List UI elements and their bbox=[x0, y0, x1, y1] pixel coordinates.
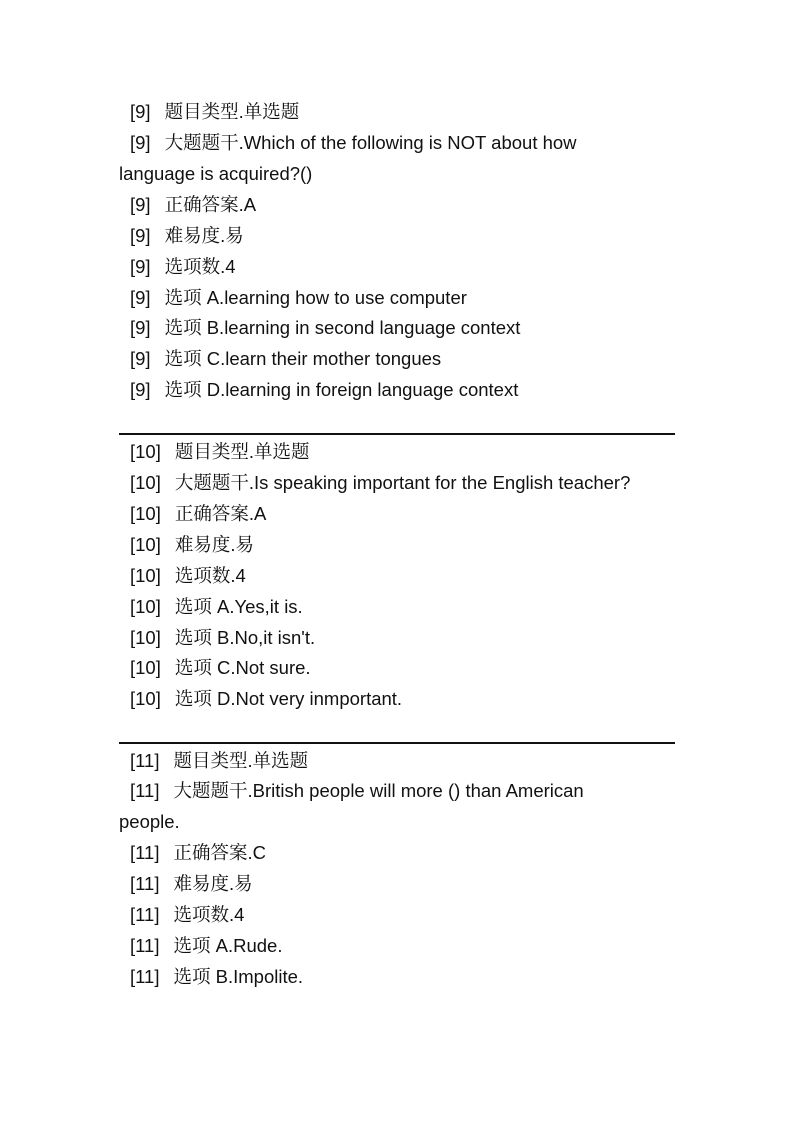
q9-type: 题目类型.单选题 bbox=[164, 101, 300, 122]
q10-option-c: 选项 C.Not sure. bbox=[174, 657, 311, 678]
q11-tag: [11] bbox=[130, 842, 160, 863]
q11-type-line bbox=[130, 749, 308, 773]
q10-difficulty: 难易度.易 bbox=[174, 534, 254, 555]
q11-tag: [11] bbox=[130, 750, 160, 771]
q10-tag: [10] bbox=[130, 596, 161, 617]
q10-option-count: 选项数.4 bbox=[174, 565, 246, 586]
q10-tag: [10] bbox=[130, 534, 161, 555]
q11-difficulty: 难易度.易 bbox=[173, 873, 253, 894]
q11-option-a-line bbox=[130, 934, 282, 958]
q9-answer-line bbox=[130, 193, 256, 217]
q10-tag: [10] bbox=[130, 565, 161, 586]
q11-option-b-line bbox=[130, 965, 303, 989]
section-divider bbox=[119, 433, 675, 435]
q10-type-line bbox=[130, 440, 310, 464]
q9-option-a-line bbox=[130, 286, 467, 310]
q10-tag: [10] bbox=[130, 657, 161, 678]
q9-tag: [9] bbox=[130, 256, 151, 277]
q10-option-c-line bbox=[130, 656, 311, 680]
q9-type-line bbox=[130, 100, 299, 124]
q10-option-d: 选项 D.Not very inmportant. bbox=[174, 688, 403, 709]
q11-stem: 大题题干.British people will more () than American bbox=[173, 780, 584, 801]
q9-tag: [9] bbox=[130, 379, 151, 400]
q10-stem: 大题题干.Is speaking important for the English teacher? bbox=[174, 472, 631, 493]
q9-tag: [9] bbox=[130, 101, 151, 122]
q9-difficulty-line bbox=[130, 224, 244, 248]
q10-answer: 正确答案.A bbox=[174, 503, 267, 524]
section-divider bbox=[119, 742, 675, 744]
q11-tag: [11] bbox=[130, 873, 160, 894]
q9-stem-continuation: language is acquired?() bbox=[119, 163, 313, 184]
q11-option-count-line bbox=[130, 903, 244, 927]
q9-tag: [9] bbox=[130, 225, 151, 246]
q11-option-a: 选项 A.Rude. bbox=[173, 935, 283, 956]
q9-stem: 大题题干.Which of the following is NOT about how bbox=[164, 132, 577, 153]
q11-option-count: 选项数.4 bbox=[173, 904, 245, 925]
q10-tag: [10] bbox=[130, 688, 161, 709]
q10-tag: [10] bbox=[130, 627, 161, 648]
q9-tag: [9] bbox=[130, 348, 151, 369]
q9-tag: [9] bbox=[130, 132, 151, 153]
q9-difficulty: 难易度.易 bbox=[164, 225, 244, 246]
q9-option-d-line bbox=[130, 378, 518, 402]
q10-type: 题目类型.单选题 bbox=[174, 441, 310, 462]
q11-stem-continuation: people. bbox=[119, 811, 180, 832]
q10-option-b-line bbox=[130, 626, 315, 650]
q10-tag: [10] bbox=[130, 472, 161, 493]
q9-option-count: 选项数.4 bbox=[164, 256, 236, 277]
q11-option-b: 选项 B.Impolite. bbox=[173, 966, 304, 987]
q11-answer: 正确答案.C bbox=[173, 842, 266, 863]
q11-tag: [11] bbox=[130, 780, 160, 801]
q9-option-c-line bbox=[130, 347, 441, 371]
q10-tag: [10] bbox=[130, 503, 161, 524]
q10-tag: [10] bbox=[130, 441, 161, 462]
q9-option-d: 选项 D.learning in foreign language context bbox=[164, 379, 519, 400]
q9-answer: 正确答案.A bbox=[164, 194, 257, 215]
q9-option-a: 选项 A.learning how to use computer bbox=[164, 287, 467, 308]
q11-tag: [11] bbox=[130, 966, 160, 987]
q10-option-d-line bbox=[130, 687, 402, 711]
q10-difficulty-line bbox=[130, 533, 254, 557]
q11-tag: [11] bbox=[130, 904, 160, 925]
q11-difficulty-line bbox=[130, 872, 253, 896]
q11-tag: [11] bbox=[130, 935, 160, 956]
q9-option-b-line bbox=[130, 316, 520, 340]
q10-option-count-line bbox=[130, 564, 246, 588]
q9-tag: [9] bbox=[130, 287, 151, 308]
q9-tag: [9] bbox=[130, 317, 151, 338]
q9-option-count-line bbox=[130, 255, 236, 279]
q9-tag: [9] bbox=[130, 194, 151, 215]
q10-stem-line bbox=[130, 471, 630, 495]
q11-stem-line bbox=[130, 779, 584, 803]
q9-option-b: 选项 B.learning in second language context bbox=[164, 317, 521, 338]
q10-option-a: 选项 A.Yes,it is. bbox=[174, 596, 303, 617]
q11-answer-line bbox=[130, 841, 266, 865]
q10-answer-line bbox=[130, 502, 266, 526]
q9-option-c: 选项 C.learn their mother tongues bbox=[164, 348, 442, 369]
q9-stem-line bbox=[130, 131, 577, 155]
q11-type: 题目类型.单选题 bbox=[173, 750, 309, 771]
q10-option-b: 选项 B.No,it isn't. bbox=[174, 627, 316, 648]
q10-option-a-line bbox=[130, 595, 303, 619]
